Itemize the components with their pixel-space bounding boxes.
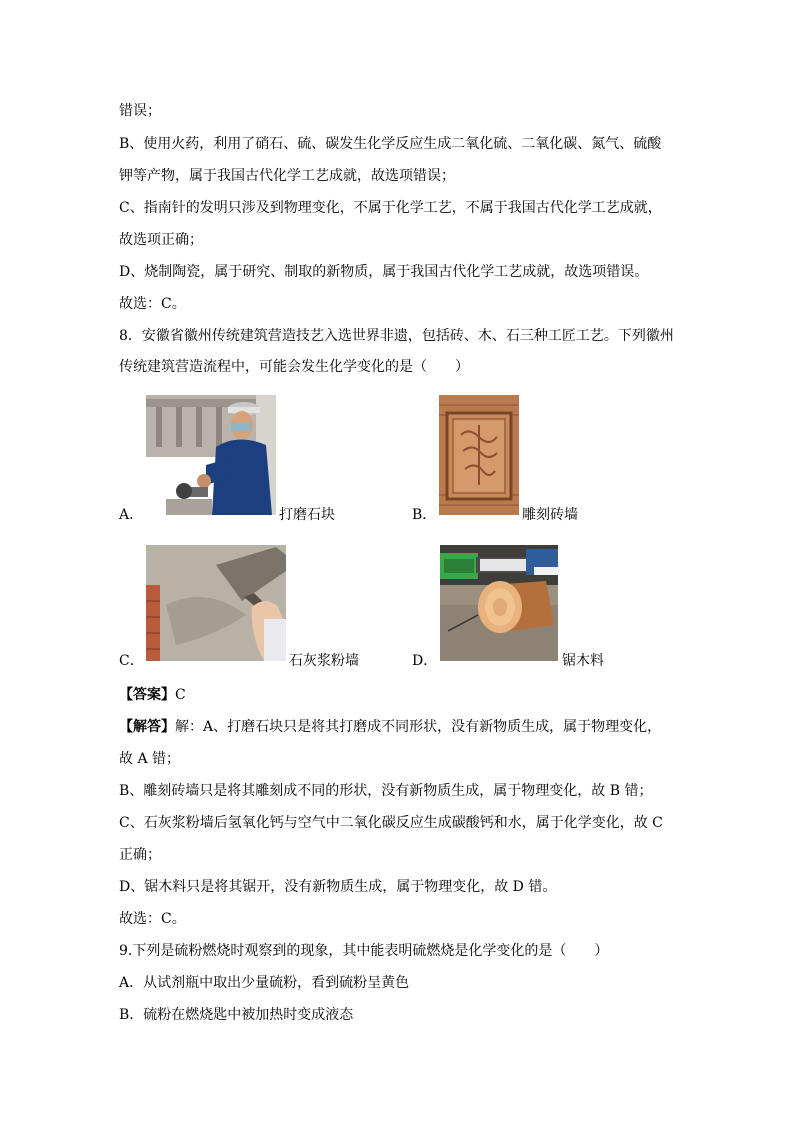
text-line: B、使用火药，利用了硝石、硫、碳发生化学反应生成二氧化硫、二氧化碳、氮气、硫酸 — [119, 136, 662, 152]
analysis-tag: 【解答】 — [119, 719, 175, 735]
text-line: C、指南针的发明只涉及到物理变化，不属于化学工艺，不属于我国古代化学工艺成就， — [119, 200, 662, 216]
analysis-line: C、石灰浆粉墙后氢氧化钙与空气中二氧化碳反应生成碳酸钙和水，属于化学变化，故 C — [119, 815, 663, 831]
analysis-line: 故选：C。 — [119, 911, 186, 927]
analysis-line: D、锯木料只是将其锯开，没有新物质生成，属于物理变化，故 D 错。 — [119, 879, 557, 895]
analysis-line: 正确； — [119, 847, 161, 863]
option-a-image — [146, 395, 276, 515]
option-d-label: D． — [412, 653, 438, 669]
question-8-stem: 8．安徽省徽州传统建筑营造技艺入选世界非遗，包括砖、木、石三种工匠工艺。下列徽州 — [119, 328, 674, 344]
option-d-caption: 锯木料 — [562, 653, 604, 669]
option-c-image — [146, 545, 286, 661]
question-9-option-a: A．从试剂瓶中取出少量硫粉，看到硫粉呈黄色 — [119, 975, 410, 991]
text-line: 错误； — [119, 103, 161, 119]
option-a-label: A． — [119, 507, 144, 523]
option-b-label: B． — [412, 507, 437, 523]
question-9-option-b: B．硫粉在燃烧匙中被加热时变成液态 — [119, 1007, 354, 1023]
text-line: 钾等产物，属于我国古代化学工艺成就，故选项错误； — [119, 168, 455, 184]
answer-line — [119, 685, 186, 705]
text-line: 故选项正确； — [119, 232, 203, 248]
question-8-stem: 传统建筑营造流程中，可能会发生化学变化的是（ ） — [119, 359, 469, 375]
analysis-line: 故 A 错； — [119, 751, 181, 767]
option-c-caption: 石灰浆粉墙 — [289, 653, 359, 669]
option-a-caption: 打磨石块 — [279, 507, 335, 523]
option-d-image — [440, 545, 558, 661]
question-9-stem: 9.下列是硫粉燃烧时观察到的现象，其中能表明硫燃烧是化学变化的是（ ） — [119, 943, 609, 959]
text-line: D、烧制陶瓷，属于研究、制取的新物质，属于我国古代化学工艺成就，故选项错误。 — [119, 264, 649, 280]
text-line: 故选：C。 — [119, 296, 186, 312]
analysis-text: 解：A、打磨石块只是将其打磨成不同形状，没有新物质生成，属于物理变化， — [175, 719, 662, 735]
analysis-line — [119, 717, 661, 737]
answer-value: C — [175, 687, 186, 703]
option-b-caption: 雕刻砖墙 — [522, 507, 578, 523]
option-b-image — [439, 395, 519, 515]
option-c-label: C． — [119, 653, 144, 669]
analysis-line: B、雕刻砖墙只是将其雕刻成不同的形状，没有新物质生成，属于物理变化，故 B 错； — [119, 783, 653, 799]
answer-tag: 【答案】 — [119, 687, 175, 703]
